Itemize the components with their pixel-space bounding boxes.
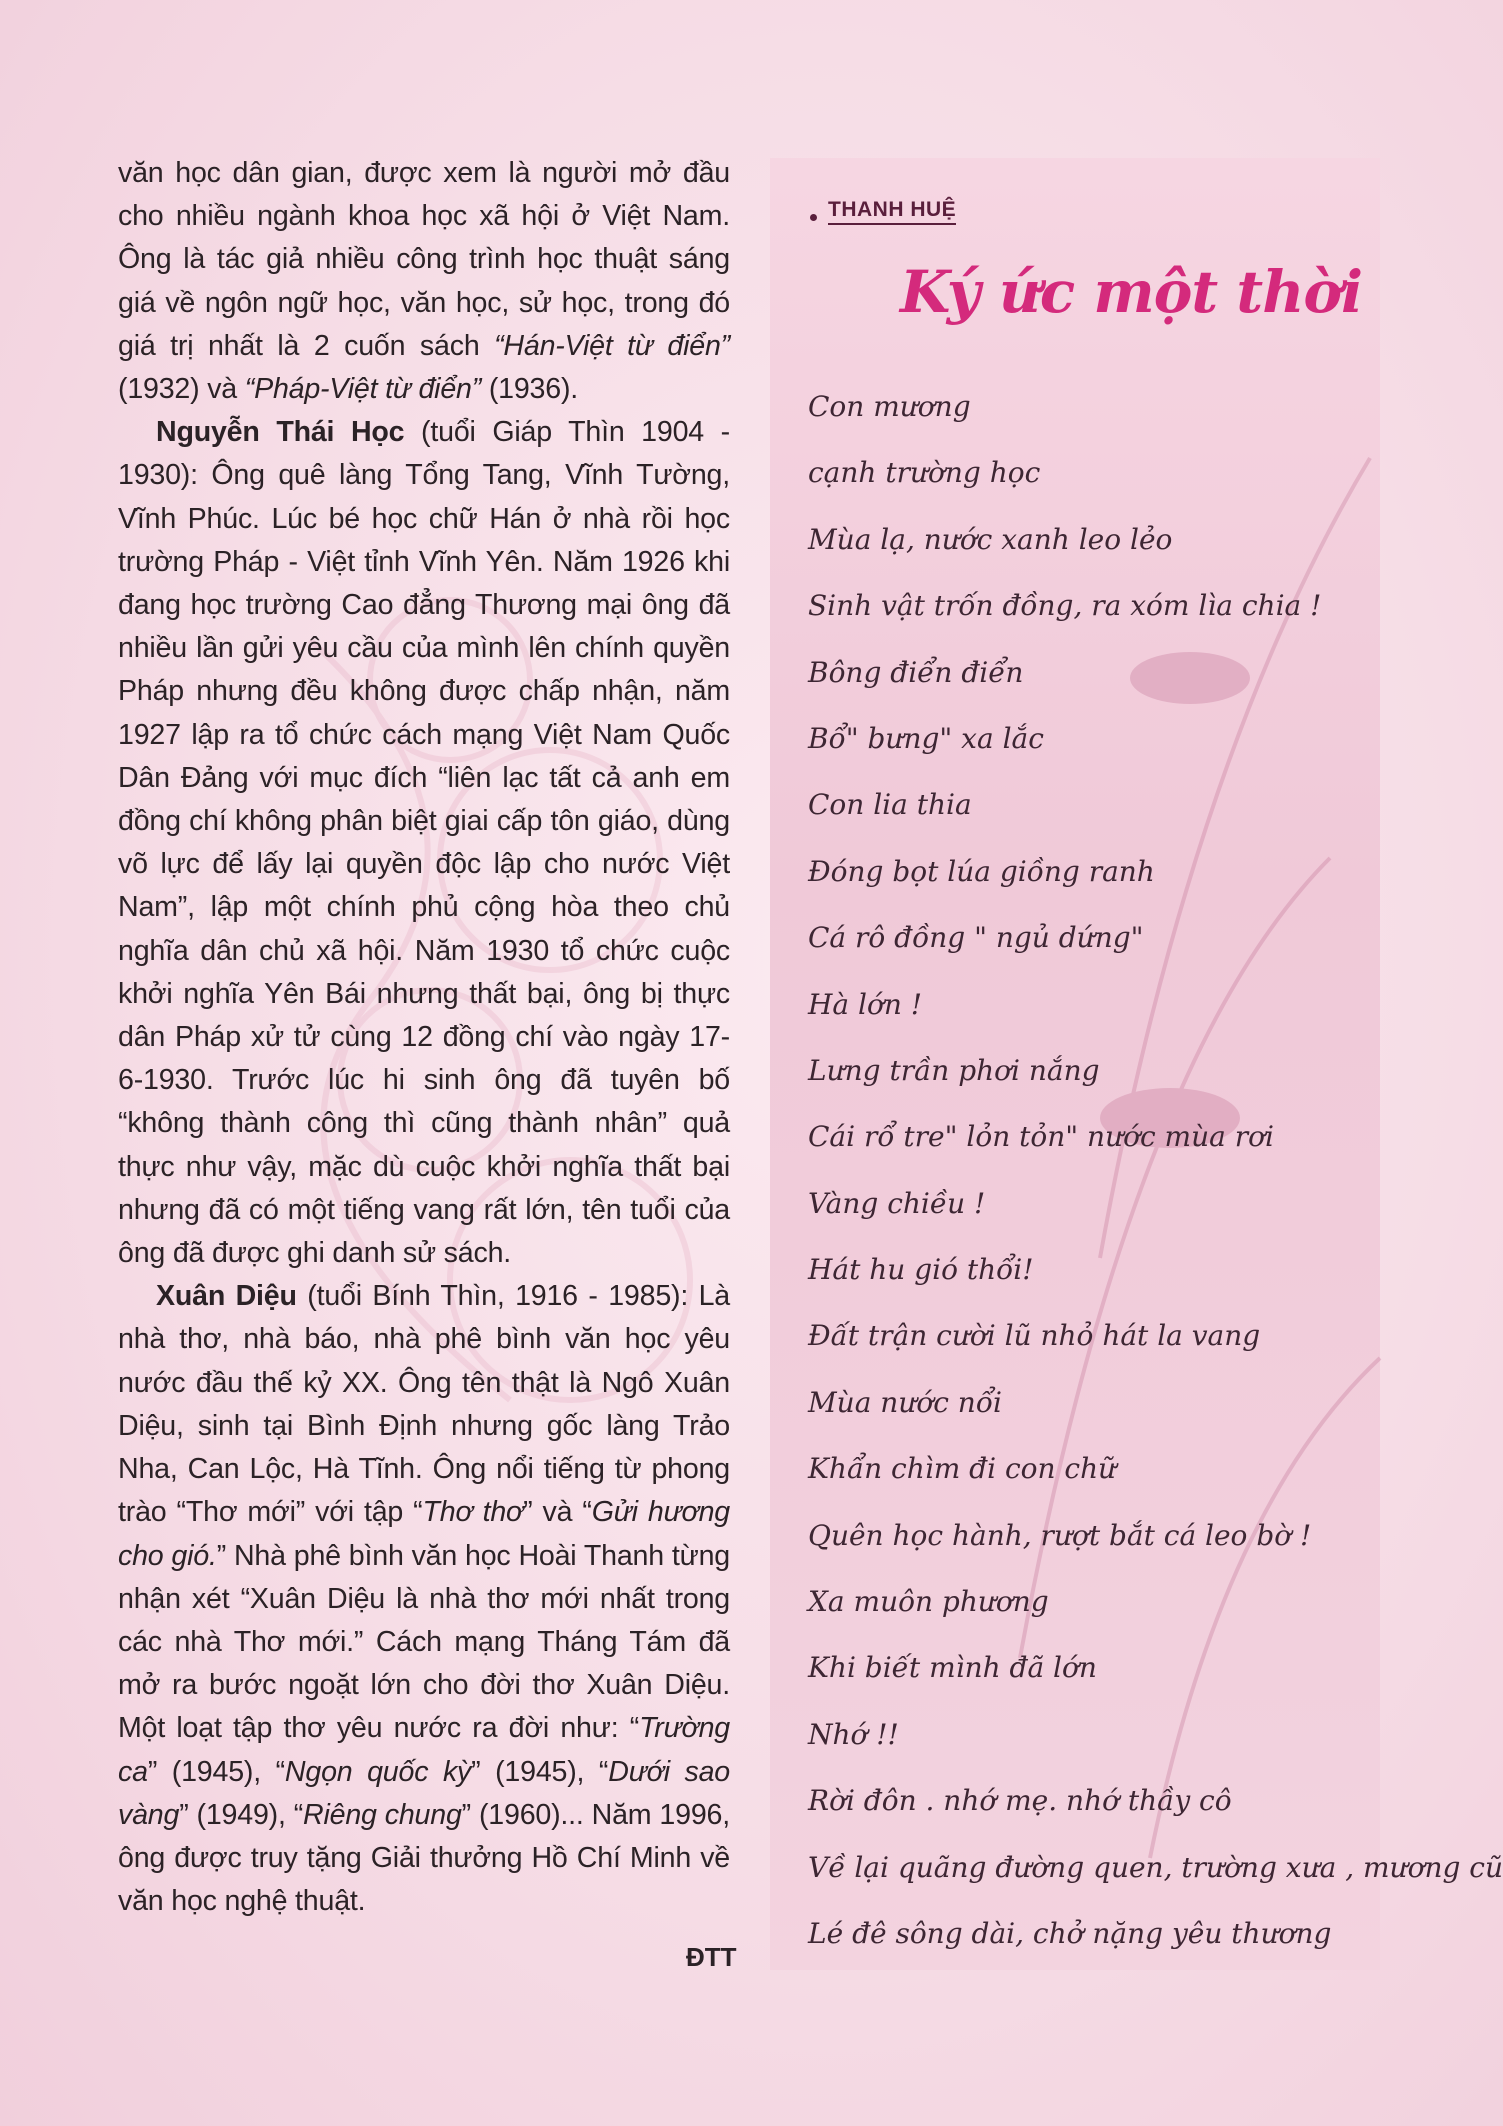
poem-line: Khi biết mình đã lớn bbox=[808, 1651, 1097, 1685]
person-name: Xuân Diệu bbox=[156, 1280, 297, 1313]
article-signature: ĐTT bbox=[686, 1942, 737, 1972]
poem-line: Hà lớn ! bbox=[808, 987, 923, 1021]
poem-line: Bông điển điển bbox=[808, 655, 1024, 689]
poem-line: Đóng bọt lúa giồng ranh bbox=[808, 854, 1155, 888]
poem-line: Khẩn chìm đi con chữ bbox=[808, 1452, 1117, 1486]
poem-line: Mùa lạ, nước xanh leo lẻo bbox=[808, 522, 1173, 556]
paragraph-intro: văn học dân gian, được xem là người mở đầu cho nhiều ngành khoa học xã hội ở Việt Nam. Ông là tác giả nhiều công trình học thuật sáng giá về ngôn ngữ học, văn học, sử học, trong đó giá trị nhất là 2 cuốn sách “Hán-Việt từ điển” (1932) và “Pháp-Việt từ điển” (1936). bbox=[118, 157, 730, 406]
book-title: “Pháp-Việt từ điển” bbox=[244, 373, 482, 406]
poem-panel bbox=[770, 158, 1503, 1970]
poem-line: Hát hu gió thổi! bbox=[808, 1253, 1034, 1287]
poem-line: Lé đê sông dài, chở nặng yêu thương bbox=[808, 1916, 1332, 1950]
book-title: “Hán-Việt từ điển” bbox=[494, 329, 730, 362]
bullet-icon bbox=[810, 214, 817, 221]
poem-author: THANH HUỆ bbox=[828, 198, 956, 225]
poem-line: Vàng chiều ! bbox=[808, 1186, 986, 1220]
poem-lines bbox=[808, 374, 1503, 1967]
poem-line: Lưng trần phơi nắng bbox=[808, 1053, 1100, 1087]
paragraph-xuan-dieu: Xuân Diệu (tuổi Bính Thìn, 1916 - 1985): Là nhà thơ, nhà báo, nhà phê bình văn học yêu nước đầu thế kỷ XX. Ông tên thật là Ngô Xuân Diệu, sinh tại Bình Định nhưng gốc làng Trảo Nha, Can Lộc, Hà Tĩnh. Ông nổi tiếng từ phong trào “Thơ mới” với tập “Thơ thơ” và “Gửi hương cho gió.” Nhà phê bình văn học Hoài Thanh từng nhận xét “Xuân Diệu là nhà thơ mới nhất trong các nhà Thơ mới.” Cách mạng Tháng Tám đã mở ra bước ngoặt lớn cho đời thơ Xuân Diệu. Một loạt tập thơ yêu nước ra đời như: “Trường ca” (1945), “Ngọn quốc kỳ” (1945), “Dưới sao vàng” (1949), “Riêng chung” (1960)... Năm 1996, ông được truy tặng Giải thưởng Hồ Chí Minh về văn học nghệ thuật. bbox=[118, 1280, 730, 1918]
article-text bbox=[118, 152, 730, 1923]
paragraph-nguyen-thai-hoc: Nguyễn Thái Học (tuổi Giáp Thìn 1904 - 1930): Ông quê làng Tổng Tang, Vĩnh Tường, Vĩnh Phúc. Lúc bé học chữ Hán ở nhà rồi học trường Pháp - Việt tỉnh Vĩnh Yên. Năm 1926 khi đang học trường Cao đẳng Thương mại ông đã nhiều lần gửi yêu cầu của mình lên chính quyền Pháp nhưng đều không được chấp nhận, năm 1927 lập ra tổ chức cách mạng Việt Nam Quốc Dân Đảng với mục đích “liên lạc tất cả anh em đồng chí không phân biệt giai cấp tôn giáo, dùng võ lực để lấy lại quyền độc lập cho nước Việt Nam”, lập một chính phủ cộng hòa theo chủ nghĩa dân chủ xã hội. Năm 1930 tổ chức cuộc khởi nghĩa Yên Bái nhưng thất bại, ông bị thực dân Pháp xử tử cùng 12 đồng chí vào ngày 17-6-1930. Trước lúc hi sinh ông đã tuyên bố “không thành công thì cũng thành nhân” quả thực như vậy, mặc dù cuộc khởi nghĩa thất bại nhưng đã có một tiếng vang rất lớn, tên tuổi của ông đã được ghi danh sử sách. bbox=[118, 416, 730, 1270]
poem-line: Con lia thia bbox=[808, 788, 972, 822]
poem-line: Rời đôn . nhớ mẹ. nhớ thầy cô bbox=[808, 1784, 1232, 1818]
poem-line: Mùa nước nổi bbox=[808, 1385, 1002, 1419]
poem-line: Cái rổ tre" lỏn tỏn" nước mùa rơi bbox=[808, 1120, 1274, 1154]
poem-line: cạnh trường học bbox=[808, 456, 1041, 490]
poem-line: Về lại quãng đường quen, trường xưa , mương cũ bbox=[808, 1850, 1503, 1884]
person-name: Nguyễn Thái Học bbox=[156, 416, 405, 449]
poem-line: Nhớ !! bbox=[808, 1717, 899, 1751]
poem-line: Bổ" bưng" xa lắc bbox=[808, 721, 1044, 755]
poem-line: Quên học hành, rượt bắt cá leo bờ ! bbox=[808, 1518, 1312, 1552]
poem-line: Đất trận cười lũ nhỏ hát la vang bbox=[808, 1319, 1261, 1353]
poem-line: Xa muôn phương bbox=[808, 1585, 1049, 1619]
poem-line: Sinh vật trốn đồng, ra xóm lìa chia ! bbox=[808, 589, 1322, 623]
poem-title: Ký ức một thời bbox=[900, 258, 1363, 326]
poem-line: Cá rô đồng " ngủ dứng" bbox=[808, 921, 1144, 955]
poem-line: Con mương bbox=[808, 390, 971, 423]
